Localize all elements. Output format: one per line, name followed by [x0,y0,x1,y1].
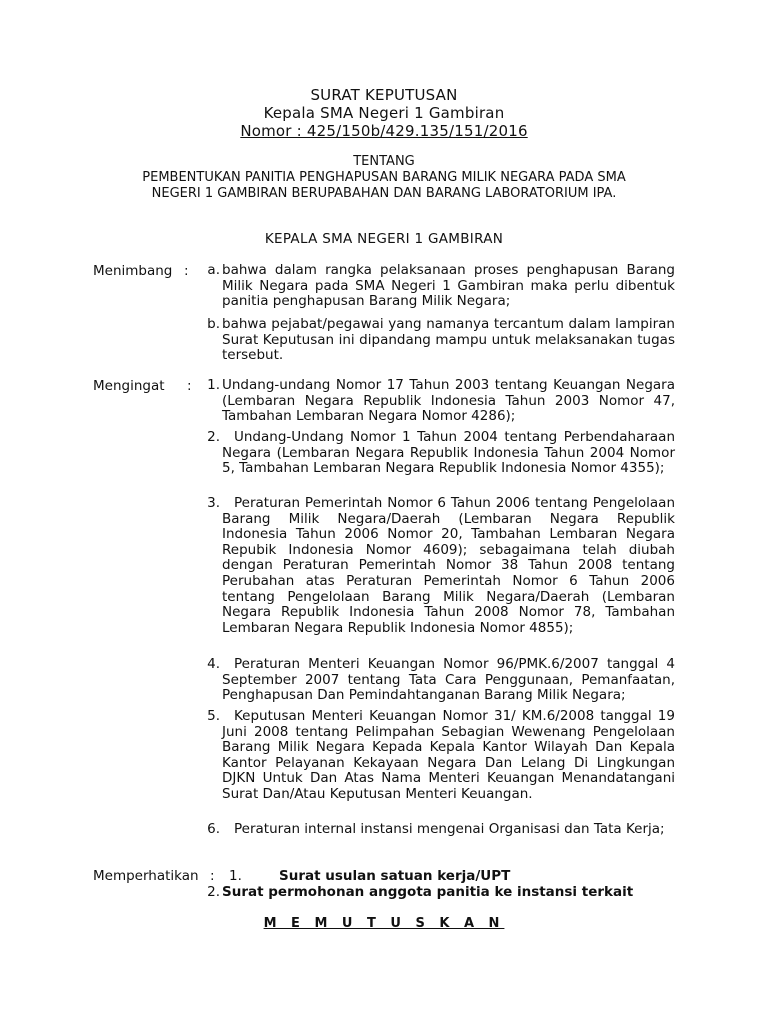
list-text: Surat permohonan anggota panitia ke instansi terkait [222,884,634,900]
list-marker: 6. [207,821,220,837]
list-marker: 4. [207,656,220,672]
decision-heading: M E M U T U S K A N [263,916,505,931]
list-text: Peraturan Menteri Keuangan Nomor 96/PMK.6/2007 tanggal 4 September 2007 tentang Tata Cara Penggunaan, Pemanfaatan, Penghapusan Dan Pemindahtanganan Barang Milik Negara; [222,656,675,704]
about-line-2: NEGERI 1 GAMBIRAN BERUPABAHAN DAN BARANG LABORATORIUM IPA. [151,186,617,201]
memperhatikan-label: Memperhatikan [93,868,199,884]
menimbang-item [200,263,675,310]
list-marker: 5. [207,708,220,724]
mengingat-item [200,709,675,803]
list-text: bahwa pejabat/pegawai yang namanya tercantum dalam lampiran Surat Keputusan ini dipandang mampu untuk melaksanakan tugas tersebut. [222,316,675,364]
document-subtitle: Kepala SMA Negeri 1 Gambiran [263,104,505,122]
list-text: Keputusan Menteri Keuangan Nomor 31/ KM.6/2008 tanggal 19 Juni 2008 tentang Pelimpahan Sebagian Wewenang Pengelolaan Barang Milik Negara Kepada Kepala Kantor Wilayah Dan Kepala Kantor Pelayanan Kekayaan Negara Dan Lelang Di Lingkungan DJKN Untuk Dan Atas Nama Menteri Keuangan Menandatangani Surat Dan/Atau Keputusan Menteri Keuangan. [222,708,675,802]
memperhatikan-item [200,885,675,901]
document-title: SURAT KEPUTUSAN [310,86,458,104]
menimbang-colon: : [184,263,189,279]
list-text: Peraturan internal instansi mengenai Organisasi dan Tata Kerja; [234,821,665,837]
mengingat-item [200,378,675,425]
list-text: Undang-undang Nomor 17 Tahun 2003 tentang Keuangan Negara (Lembaran Negara Republik Indonesia Tahun 2003 Nomor 47, Tambahan Lembaran Negara Nomor 4286); [222,377,675,425]
list-marker: 1. [207,377,220,393]
list-marker: b. [207,316,220,332]
mengingat-item [200,430,675,477]
list-marker: a. [207,262,220,278]
list-text: Surat usulan satuan kerja/UPT [279,868,511,884]
about-label: TENTANG [353,154,415,169]
list-marker: 1. [229,868,242,884]
list-text: bahwa dalam rangka pelaksanaan proses penghapusan Barang Milik Negara pada SMA Negeri 1 Gambiran maka perlu dibentuk panitia penghapusan Barang Milik Negara; [222,262,675,310]
list-text: Undang-Undang Nomor 1 Tahun 2004 tentang Perbendaharaan Negara (Lembaran Negara Republik Indonesia Tahun 2004 Nomor 5, Tambahan Lembaran Negara Republik Indonesia Nomor 4355); [222,429,675,477]
list-marker: 2. [207,429,220,445]
list-marker: 2. [207,884,220,900]
menimbang-item [200,317,675,364]
mengingat-item [200,657,675,704]
about-line-1: PEMBENTUKAN PANITIA PENGHAPUSAN BARANG MILIK NEGARA PADA SMA [142,170,626,185]
mengingat-item [200,496,675,636]
menimbang-label: Menimbang [93,263,173,279]
list-text: Peraturan Pemerintah Nomor 6 Tahun 2006 tentang Pengelolaan Barang Milik Negara/Daerah (Lembaran Negara Republik Indonesia Tahun 2006 Nomor 20, Tambahan Lembaran Negara Repubik Indonesia Nomor 4609); sebagaimana telah diubah dengan Peraturan Pemerintah Nomor 38 Tahun 2008 tentang Perubahan atas Peraturan Pemerintah Nomor 6 Tahun 2006 tentang Pengelolaan Barang Milik Negara/Daerah (Lembaran Negara Republik Indonesia Tahun 2008 Nomor 78, Tambahan Lembaran Negara Republik Indonesia Nomor 4855); [222,495,675,636]
mengingat-label: Mengingat [93,378,165,394]
authority-heading: KEPALA SMA NEGERI 1 GAMBIRAN [264,231,504,247]
memperhatikan-colon: : [210,868,215,884]
mengingat-colon: : [187,378,192,394]
document-number: Nomor : 425/150b/429.135/151/2016 [240,122,528,140]
mengingat-item [200,822,675,838]
list-marker: 3. [207,495,220,511]
